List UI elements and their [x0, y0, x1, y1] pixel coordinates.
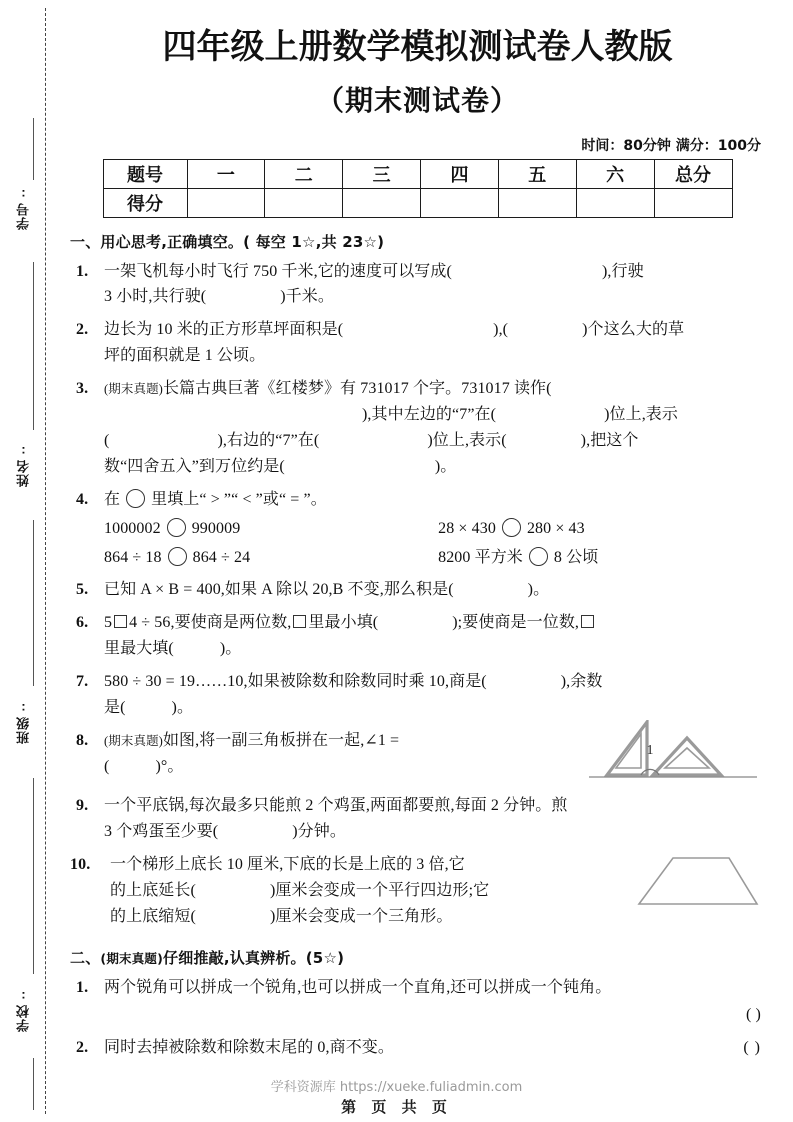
score-cell-1[interactable]	[187, 188, 265, 217]
page-footer: 第 页 共 页	[341, 1098, 452, 1116]
q7-text-a: 580 ÷ 30 = 19……10,如果被除数和除数同时乘 10,商是(	[104, 673, 487, 691]
question-number: 6.	[76, 614, 89, 632]
page-title: 四年级上册数学模拟测试卷人教版	[162, 27, 673, 67]
q3-text-a: 长篇古典巨著《红楼梦》有 731017 个字。731017 读作(	[162, 380, 552, 398]
q3-text-d: (	[104, 431, 110, 449]
q8-text-c: )°。	[155, 757, 184, 775]
question-number: 8.	[76, 732, 89, 749]
page-subtitle: （期末测试卷）	[315, 83, 519, 117]
question-number: 10.	[70, 855, 91, 873]
q10-text-c: )厘米会变成一个平行四边形;它	[269, 881, 490, 899]
seam-line-2	[33, 262, 34, 430]
blank-box-icon	[293, 615, 306, 628]
q3-text-i: )。	[434, 457, 457, 475]
q9-text-c: )分钟。	[292, 822, 346, 840]
score-cell-3[interactable]	[343, 188, 421, 217]
question-1-6	[70, 610, 765, 662]
q9-text-b: 3 个鸡蛋至少要(	[104, 822, 219, 840]
compare-row-1	[104, 516, 765, 542]
compare-right: 280 × 43	[526, 519, 585, 537]
question-number: 4.	[76, 490, 89, 508]
trapezoid-figure	[633, 852, 763, 923]
q2-text-b: ),(	[493, 321, 509, 339]
question-number: 2.	[76, 1039, 89, 1057]
compare-row-2	[104, 545, 765, 571]
question-1-8	[70, 728, 765, 786]
site-watermark: 学科资源库 https://xueke.fuliadmin.com	[270, 1080, 523, 1095]
q2-text-c: )个这么大的草	[582, 321, 685, 339]
score-table-col-total: 总分	[654, 159, 732, 188]
section-heading-two	[70, 947, 765, 968]
q10-text-a: 一个梯形上底长 10 厘米,下底的长是上底的 3 倍,它	[110, 855, 465, 873]
score-table-col-2: 二	[265, 159, 343, 188]
section-one-title: 用心思考,正确填空。( 每空 1☆,共 23☆)	[100, 232, 385, 251]
score-cell-5[interactable]	[498, 188, 576, 217]
section-two-number: 二、	[70, 948, 101, 967]
question-1-10	[70, 852, 765, 930]
table-row-question-numbers	[103, 159, 732, 188]
q7-text-d: )。	[171, 699, 194, 717]
seam-line-3	[33, 520, 34, 686]
score-table-row-label-2: 得分	[103, 188, 187, 217]
question-number: 1.	[76, 978, 89, 996]
question-1-4	[70, 487, 765, 571]
blank-box-icon	[581, 615, 594, 628]
left-margin	[0, 0, 58, 1122]
question-1-7	[70, 669, 765, 721]
compare-right: 8 公顷	[553, 548, 599, 566]
set-squares-svg	[587, 720, 759, 782]
q3-text-f: )位上,表示(	[427, 431, 507, 449]
judge-answer-blank[interactable]: ( )	[743, 1039, 761, 1057]
q2-text-d: 坪的面积就是 1 公顷。	[104, 347, 266, 365]
question-1-2	[70, 317, 765, 369]
angle-label-1: 1	[646, 743, 654, 758]
score-table-col-1: 一	[187, 159, 265, 188]
score-table-col-4: 四	[421, 159, 499, 188]
q3-text-g: ),把这个	[580, 431, 639, 449]
score-cell-6[interactable]	[576, 188, 654, 217]
trapezoid-svg	[633, 852, 763, 914]
seam-line-4	[33, 778, 34, 974]
q1-text-a: 一架飞机每小时飞行 750 千米,它的速度可以写成(	[104, 262, 452, 280]
question-number: 3.	[76, 380, 89, 398]
compare-right: 864 ÷ 24	[192, 548, 251, 566]
q10-text-d: 的上底缩短(	[110, 907, 196, 925]
blank-box-icon[interactable]	[114, 615, 127, 628]
q10-text-e: )厘米会变成一个三角形。	[269, 907, 453, 925]
q8-text-b: (	[104, 757, 110, 775]
q3-text-e: ),右边的“7”在(	[217, 431, 320, 449]
section-one-number: 一、	[70, 232, 101, 251]
dashed-fold-line	[45, 8, 46, 1114]
question-number: 5.	[76, 581, 89, 599]
question-1-9	[70, 793, 765, 845]
q1-text-b: ),行驶	[601, 262, 644, 280]
q3-real-exam-tag: (期末真题)	[104, 382, 163, 397]
q5-text-b: )。	[527, 581, 550, 599]
q6-text-c: 里最小填(	[308, 614, 379, 632]
seam-line-1	[33, 118, 34, 180]
q2-text-a: 边长为 10 米的正方形草坪面积是(	[104, 321, 344, 339]
margin-label-student-id: 学号:	[16, 186, 31, 230]
exam-meta: 时间：80分钟 满分：100分	[581, 137, 761, 154]
section-two-title: 仔细推敲,认真辨析。(5☆)	[163, 948, 345, 967]
q3-text-c: )位上,表示	[604, 406, 678, 424]
q9-text-a: 一个平底锅,每次最多只能煎 2 个鸡蛋,两面都要煎,每面 2 分钟。煎	[104, 797, 568, 814]
compare-circle-input[interactable]	[502, 518, 521, 537]
margin-label-school: 学校:	[16, 988, 31, 1032]
q6-text-b: 4 ÷ 56,要使商是两位数,	[129, 614, 292, 632]
question-number: 1.	[76, 262, 89, 280]
question-2-1	[70, 975, 765, 1029]
table-row-scores	[103, 188, 732, 217]
question-1-3	[70, 376, 765, 480]
question-1-5	[70, 577, 765, 603]
score-table-col-5: 五	[498, 159, 576, 188]
judge-q2-text: 同时去掉被除数和除数末尾的 0,商不变。	[104, 1039, 395, 1057]
score-cell-4[interactable]	[421, 188, 499, 217]
q3-text-h: 数“四舍五入”到万位约是(	[104, 457, 285, 475]
margin-label-class: 班级:	[16, 700, 31, 744]
q1-text-d: )千米。	[280, 288, 334, 306]
q8-real-exam-tag: (期末真题)	[104, 734, 163, 748]
q5-text-a: 已知 A × B = 400,如果 A 除以 20,B 不变,那么积是(	[104, 581, 454, 599]
score-table-col-6: 六	[576, 159, 654, 188]
question-2-2	[70, 1035, 765, 1061]
judge-q1-text: 两个锐角可以拼成一个锐角,也可以拼成一个直角,还可以拼成一个钝角。	[104, 978, 612, 996]
q4-text-b: 里填上“ > ”“ < ”或“ = ”。	[151, 490, 327, 508]
q6-text-a: 5	[104, 614, 113, 632]
q3-text-b: ),其中左边的“7”在(	[362, 406, 497, 424]
score-cell-2[interactable]	[265, 188, 343, 217]
q4-text-a: 在	[104, 490, 121, 508]
set-squares-figure	[587, 720, 759, 791]
score-table	[103, 159, 733, 218]
q10-text-b: 的上底延长(	[110, 881, 196, 899]
q1-text-c: 3 小时,共行驶(	[104, 288, 207, 306]
compare-circle-icon	[126, 489, 145, 508]
compare-circle-input[interactable]	[168, 547, 187, 566]
compare-left: 864 ÷ 18	[104, 548, 162, 566]
compare-left: 28 × 430	[438, 519, 496, 537]
judge-answer-blank[interactable]: ( )	[746, 1006, 761, 1024]
compare-right: 990009	[191, 519, 241, 537]
question-1-1	[70, 259, 765, 311]
question-number: 7.	[76, 673, 89, 691]
compare-circle-input[interactable]	[529, 547, 548, 566]
score-table-row-label-1: 题号	[103, 159, 187, 188]
q8-text-a: 如图,将一副三角板拼在一起,∠1 =	[162, 732, 400, 749]
score-table-col-3: 三	[343, 159, 421, 188]
section-heading-one	[70, 231, 765, 252]
q7-text-c: 是(	[104, 699, 126, 717]
section-two-real-exam-tag: (期末真题)	[100, 950, 164, 966]
compare-left: 8200 平方米	[438, 548, 523, 566]
exam-page	[58, 0, 793, 1122]
q7-text-b: ),余数	[560, 673, 603, 691]
question-number: 2.	[76, 321, 89, 339]
q6-text-e: 里最大填(	[104, 640, 174, 658]
compare-circle-input[interactable]	[167, 518, 186, 537]
question-number: 9.	[76, 797, 89, 814]
margin-label-name: 姓名:	[16, 443, 31, 487]
compare-left: 1000002	[104, 519, 161, 537]
q6-text-d: );要使商是一位数,	[452, 614, 580, 632]
q6-text-f: )。	[219, 640, 242, 658]
title-block	[70, 0, 765, 119]
score-cell-total[interactable]	[654, 188, 732, 217]
